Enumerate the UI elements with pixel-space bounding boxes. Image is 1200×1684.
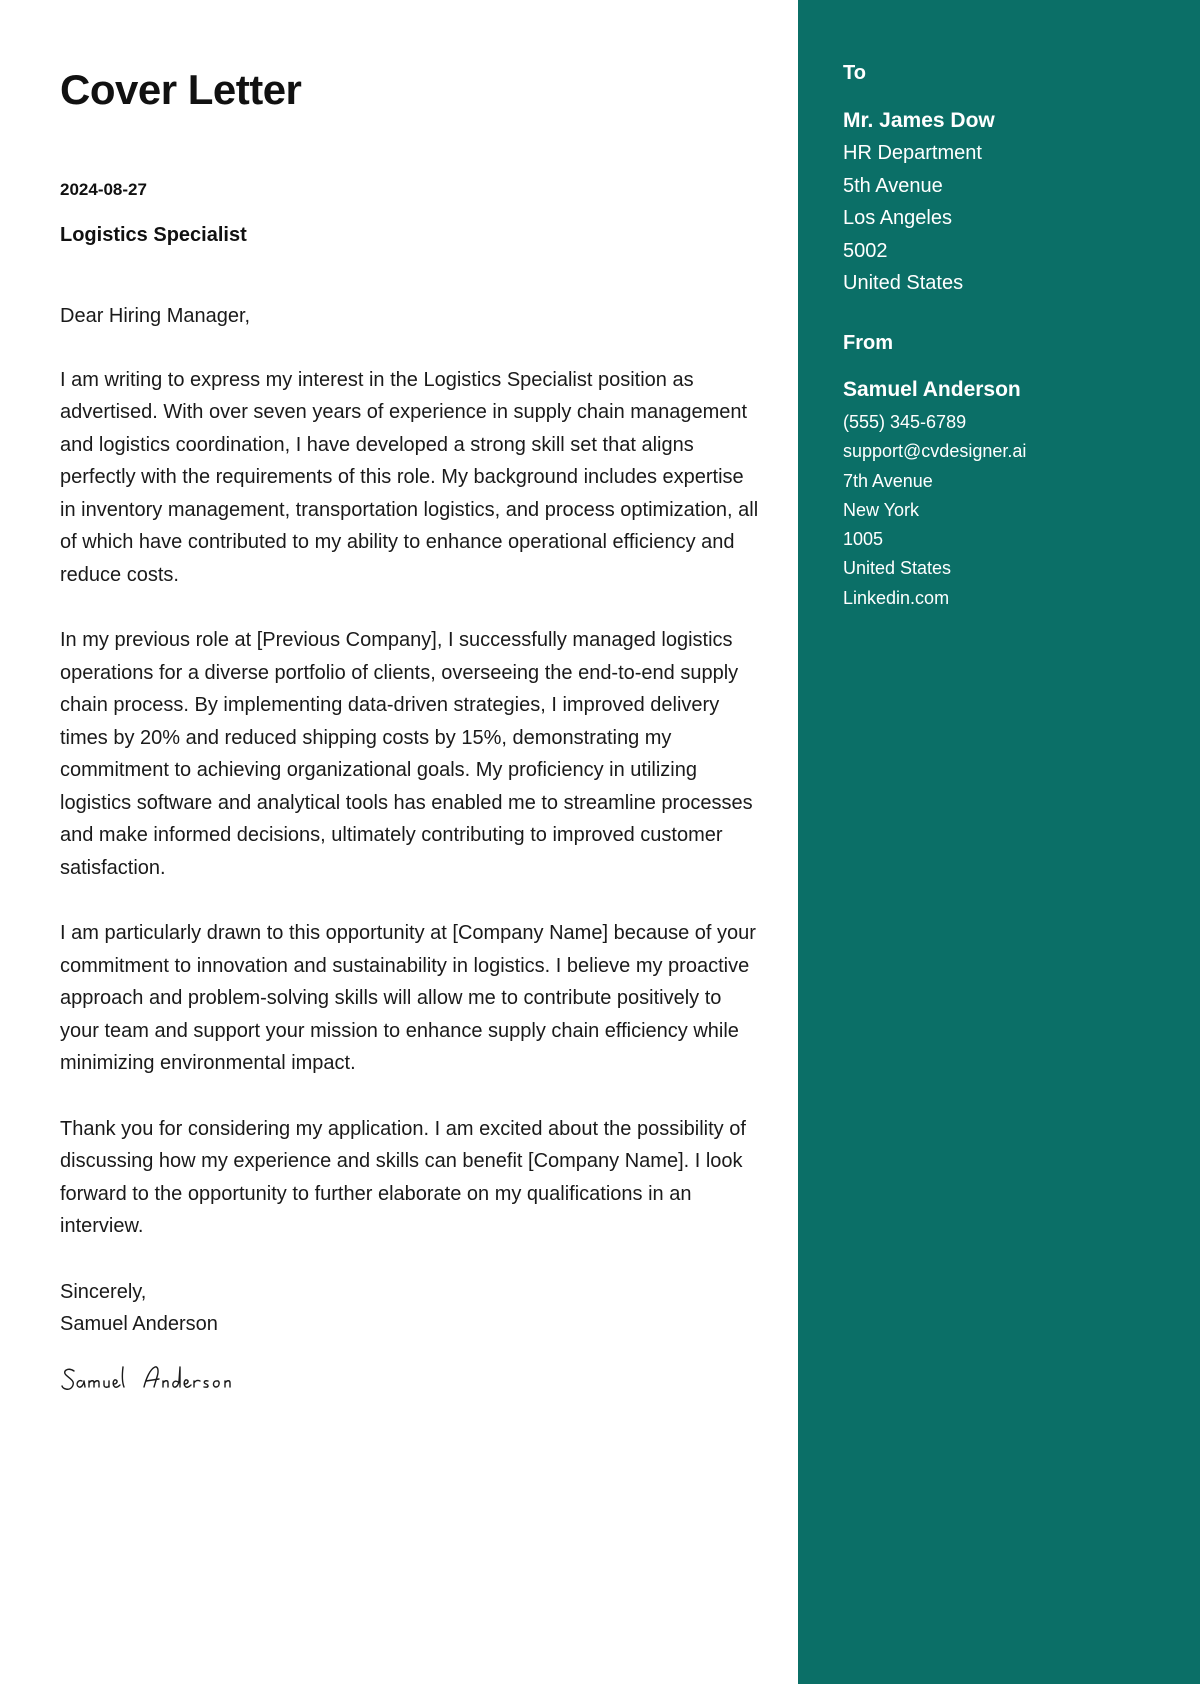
from-heading: From <box>843 332 893 354</box>
sender-website: Linkedin.com <box>843 587 950 608</box>
page-title: Cover Letter <box>60 66 302 113</box>
contact-sidebar <box>798 0 1200 1684</box>
sender-phone: (555) 345-6789 <box>843 412 967 432</box>
letter-paragraph-3: I am particularly drawn to this opportunity at [Company Name] because of your commitment to innovation and sustainability in logistics. I believe my proactive approach and problem-solving skills will allow me to contribute positively to your team and support your mission to enhance supply chain efficiency while minimizing environmental impact. <box>60 922 756 1074</box>
recipient-postal-code: 5002 <box>843 239 888 262</box>
sender-city: New York <box>843 499 920 520</box>
recipient-city: Los Angeles <box>843 207 952 230</box>
letter-body <box>60 300 760 1403</box>
letter-greeting: Dear Hiring Manager, <box>60 305 251 327</box>
recipient-department: HR Department <box>843 142 982 164</box>
to-heading: To <box>843 62 866 84</box>
sender-country: United States <box>843 558 952 579</box>
recipient-street: 5th Avenue <box>843 174 943 197</box>
signature-drawing <box>60 1355 260 1399</box>
sender-block <box>843 374 1026 613</box>
job-position: Logistics Specialist <box>60 224 247 246</box>
recipient-country: United States <box>843 272 964 295</box>
letter-date: 2024-08-27 <box>60 180 147 199</box>
sender-postal-code: 1005 <box>843 529 884 550</box>
recipient-name: Mr. James Dow <box>843 109 995 132</box>
sender-name: Samuel Anderson <box>843 378 1021 401</box>
handwritten-signature <box>60 1355 760 1403</box>
recipient-block <box>843 105 995 300</box>
letter-paragraph-1: I am writing to express my interest in the Logistics Specialist position as advertised. With over seven years of experience in supply chain management and logistics coordination, I have developed a strong skill set that aligns perfectly with the requirements of this role. My background includes expertise in inventory management, transportation logistics, and process optimization, all of which have contributed to my ability to enhance operational efficiency and reduce costs. <box>60 368 759 586</box>
letter-closing: Sincerely, <box>60 1280 147 1303</box>
sender-email: support@cvdesigner.ai <box>843 441 1027 462</box>
letter-paragraph-2: In my previous role at [Previous Company], I successfully managed logistics operations for a diverse portfolio of clients, overseeing the end-to-end supply chain process. By implementing data-driven strategies, I improved delivery times by 20% and reduced shipping costs by 15%, demonstrating my commitment to achieving organizational goals. My proficiency in utilizing logistics software and analytical tools has enabled me to streamline processes and make informed decisions, ultimately contributing to improved customer satisfaction. <box>60 629 753 879</box>
letter-signoff-name: Samuel Anderson <box>60 1313 218 1335</box>
sender-street: 7th Avenue <box>843 470 933 491</box>
letter-paragraph-4: Thank you for considering my application. I am excited about the possibility of discussing how my experience and skills can benefit [Company Name]. I look forward to the opportunity to further elaborate on my qualifications in an interview. <box>60 1117 746 1237</box>
